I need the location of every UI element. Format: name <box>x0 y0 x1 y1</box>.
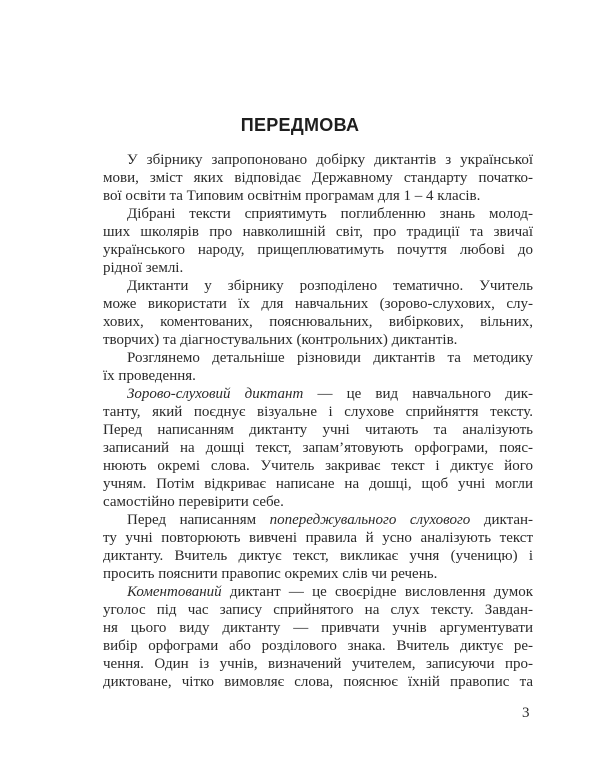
text-segment: ту учні повторюють вивчені правила й усно аналізують текст <box>103 530 533 546</box>
text-segment: нюють окремі слова. Учитель закриває текст і диктує його <box>103 458 533 474</box>
text-segment: диктант — це своєрідне висловлення думок <box>221 584 533 600</box>
italic-term: Коментований <box>127 584 222 600</box>
text-segment: творчих) та діагностувальних (контрольних) диктантів. <box>103 332 458 348</box>
text-segment: самостійно перевірити себе. <box>103 494 284 510</box>
text-line <box>103 403 533 421</box>
text-line <box>103 493 533 511</box>
text-segment: диктан- <box>470 512 533 528</box>
text-segment: може використати їх для навчальних (зорово-слухових, слу- <box>103 296 533 312</box>
text-segment: У збірнику запропоновано добірку диктантів з української <box>127 152 533 168</box>
text-segment: українського народу, прищеплюватимуть почуття любові до <box>103 242 533 258</box>
text-line <box>103 331 533 349</box>
text-segment: Перед написанням диктанту учні читають та аналізують <box>103 422 533 438</box>
paragraph <box>103 511 533 583</box>
text-line <box>103 475 533 493</box>
text-line <box>103 259 533 277</box>
text-line <box>103 169 533 187</box>
text-segment: Перед написанням <box>127 512 270 528</box>
paragraph <box>103 205 533 277</box>
text-line <box>103 637 533 655</box>
text-line <box>103 565 533 583</box>
text-line <box>103 601 533 619</box>
text-line <box>103 619 533 637</box>
page-number: 3 <box>522 705 530 721</box>
text-line <box>103 439 533 457</box>
text-line <box>103 457 533 475</box>
text-line <box>103 223 533 241</box>
text-segment: уголос під час запису сприйнятого на слух тексту. Завдан- <box>103 602 533 618</box>
text-line <box>103 529 533 547</box>
text-segment: просить пояснити правопис окремих слів чи речень. <box>103 566 438 582</box>
text-line <box>103 421 533 439</box>
text-segment: танту, який поєднує візуальне і слухове сприйняття тексту. <box>103 404 533 420</box>
text-segment: мови, зміст яких відповідає Державному стандарту початко- <box>103 170 533 186</box>
text-segment: рідної землі. <box>103 260 184 276</box>
text-line <box>103 385 533 403</box>
text-line <box>103 583 533 601</box>
italic-term: попереджувального слухового <box>269 512 471 528</box>
text-segment: Диктанти у збірнику розподілено тематично. Учитель <box>127 278 533 294</box>
text-segment: диктанту. Вчитель диктує текст, викликає учня (ученицю) і <box>103 548 533 564</box>
page-title: ПЕРЕДМОВА <box>240 115 360 135</box>
text-line <box>103 655 533 673</box>
text-segment: записаний на дошці текст, запам’ятовують орфограми, пояс- <box>103 440 533 456</box>
text-segment: ня цього виду диктанту — привчати учнів аргументувати <box>103 620 533 636</box>
paragraph <box>103 349 533 385</box>
text-line <box>103 205 533 223</box>
text-segment: вибір орфограми або розділового знака. Вчитель диктує ре- <box>103 638 533 654</box>
paragraph <box>103 151 533 205</box>
text-line <box>103 277 533 295</box>
text-segment: диктоване, чітко вимовляє слова, пояснює їхній правопис та <box>103 674 533 690</box>
paragraph <box>103 385 533 511</box>
text-segment: хових, коментованих, пояснювальних, вибіркових, вільних, <box>103 314 533 330</box>
text-segment: їх проведення. <box>103 368 196 384</box>
text-segment: Дібрані тексти сприятимуть поглибленню знань молод- <box>127 206 533 222</box>
text-line <box>103 511 533 529</box>
text-line <box>103 295 533 313</box>
text-line <box>103 673 533 691</box>
text-segment: — це вид навчального дик- <box>303 386 533 402</box>
text-segment: Розглянемо детальніше різновиди диктантів та методику <box>127 350 533 366</box>
paragraph <box>103 277 533 349</box>
text-line <box>103 349 533 367</box>
text-segment: ших школярів про навколишній світ, про традиції та звичаї <box>103 224 533 240</box>
text-line <box>103 187 533 205</box>
paragraph <box>103 583 533 691</box>
text-segment: учням. Потім відкриває написане на дошці, щоб учні могли <box>103 476 533 492</box>
text-line <box>103 547 533 565</box>
text-line <box>103 313 533 331</box>
document-body <box>103 151 533 691</box>
text-line <box>103 241 533 259</box>
text-segment: чення. Один із учнів, визначений учителем, записуючи про- <box>103 656 533 672</box>
text-line <box>103 151 533 169</box>
text-line <box>103 367 533 385</box>
text-segment: вої освіти та Типовим освітнім програмам для 1 – 4 класів. <box>103 188 481 204</box>
italic-term: Зорово-слуховий диктант <box>127 386 304 402</box>
